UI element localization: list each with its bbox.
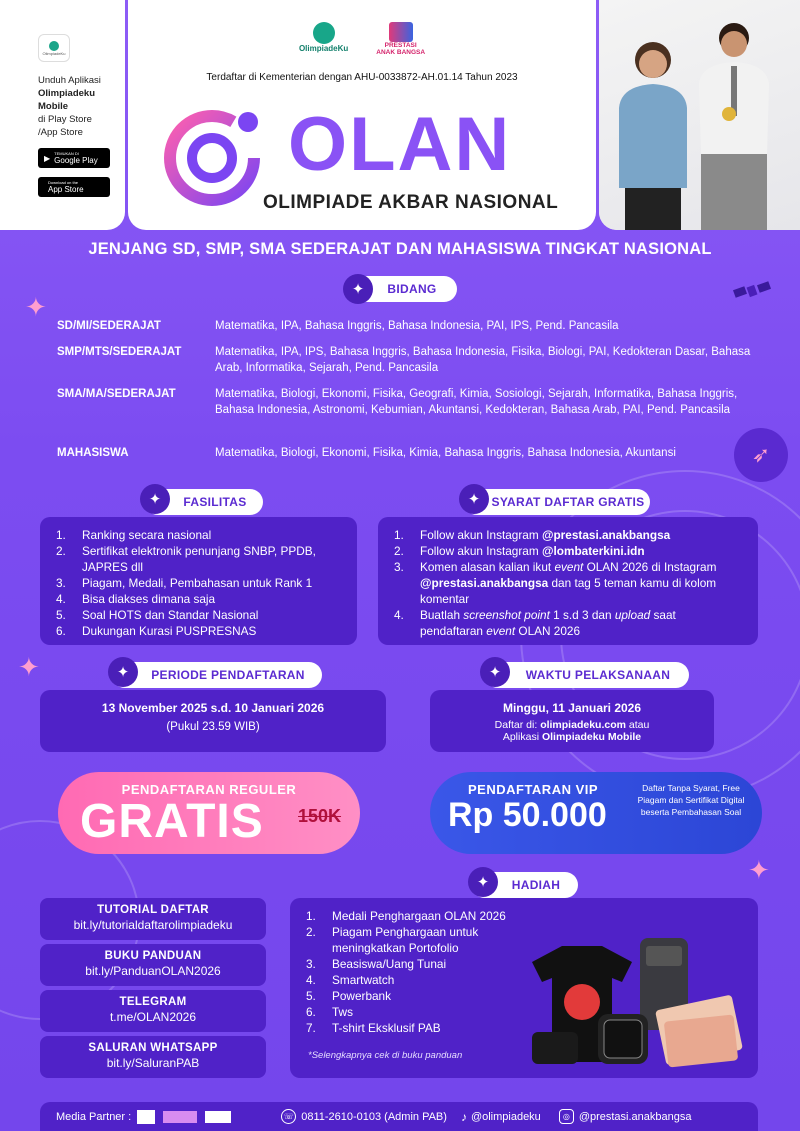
play-icon: ▶ xyxy=(44,153,51,163)
syarat-label: SYARAT DAFTAR GRATIS xyxy=(464,489,650,515)
list-item: 3. Beasiswa/Uang Tunai xyxy=(306,957,447,971)
sparkle-icon: ✦ xyxy=(140,484,170,514)
list-item: 4. Bisa diakses dimana saja xyxy=(56,592,216,606)
vip-card: PENDAFTARAN VIP Rp 50.000 Daftar Tanpa Syarat, Free Piagam dan Sertifikat Digital beserta Pembahasan Soal xyxy=(430,772,762,854)
rocket-icon: ➶ xyxy=(734,428,788,482)
teacher-figure xyxy=(611,28,691,230)
download-text: Unduh Aplikasi Olimpiadeku Mobile di Play Store /App Store xyxy=(38,75,101,138)
student-figure xyxy=(689,14,779,230)
bidang-row: SMA/MA/SEDERAJAT Matematika, Biologi, Ekonomi, Fisika, Geografi, Kimia, Sosiologi, Sejarah, Informatika, Bahasa Inggris, Bahasa Indonesia, Astronomi, Kebumian, Akuntansi, Kedokteran, Bahasa Arab, PAI, Pend. Pancasila xyxy=(57,388,738,416)
bidang-label: BIDANG xyxy=(345,276,457,302)
list-item: 2. Piagam Penghargaan untuk meningkatkan Portofolio xyxy=(306,925,479,955)
satellite-icon xyxy=(732,280,772,304)
whatsapp-icon: ☏ xyxy=(281,1109,296,1124)
list-item: 3. Piagam, Medali, Pembahasan untuk Rank 1 xyxy=(56,576,313,590)
waktu-box: Minggu, 11 Januari 2026 Daftar di: olimpiadeku.com atau Aplikasi Olimpiadeku Mobile xyxy=(430,690,714,752)
list-item: 6. Tws xyxy=(306,1005,353,1019)
bidang-row: SMP/MTS/SEDERAJAT Matematika, IPA, IPS, Bahasa Inggris, Bahasa Indonesia, Fisika, Biologi, PAI, Kedokteran Dasar, Bahasa Arab, Informatika, Sejarah, Pend. Pancasila xyxy=(57,346,751,374)
prizes-image xyxy=(522,922,750,1072)
footer: Media Partner : ☏ 0811-2610-0103 (Admin PAB) ♪ @olimpiadeku ◎ @prestasi.anakbangsa xyxy=(40,1102,758,1131)
app-logo: OlimpiadeKu xyxy=(38,34,70,62)
olan-subtitle: OLIMPIADE AKBAR NASIONAL xyxy=(263,192,559,213)
list-item: 7. T-shirt Eksklusif PAB xyxy=(306,1021,441,1035)
sparkle-icon: ✦ xyxy=(108,657,138,687)
olimpiadeku-logo: OlimpiadeKu xyxy=(299,22,348,56)
instagram-icon: ◎ xyxy=(559,1109,574,1124)
hadiah-label: HADIAH xyxy=(472,872,578,898)
sparkle-icon: ✦ xyxy=(25,292,47,322)
jenjang-heading: JENJANG SD, SMP, SMA SEDERAJAT DAN MAHASISWA TINGKAT NASIONAL xyxy=(88,240,712,258)
list-item: 3. Komen alasan kalian ikut event OLAN 2026 di Instagram @prestasi.anakbangsa dan tag 5 teman kamu di kolom komentar xyxy=(394,560,717,606)
periode-box: 13 November 2025 s.d. 10 Januari 2026 (Pukul 23.59 WIB) xyxy=(40,690,386,752)
periode-label: PERIODE PENDAFTARAN xyxy=(112,662,322,688)
sparkle-icon: ✦ xyxy=(343,274,373,304)
tutorial-link[interactable]: TUTORIAL DAFTAR bit.ly/tutorialdaftarolimpiadeku xyxy=(40,898,266,940)
list-item: 4. Smartwatch xyxy=(306,973,395,987)
olan-logo-icon xyxy=(160,100,270,210)
whatsapp-contact[interactable]: ☏ 0811-2610-0103 (Admin PAB) xyxy=(281,1109,447,1124)
tiktok-icon: ♪ xyxy=(460,1109,467,1124)
app-store-button[interactable]: Download on the App Store xyxy=(38,177,110,197)
hadiah-box xyxy=(290,898,758,1078)
list-item: 2. Follow akun Instagram @lombaterkini.idn xyxy=(394,544,645,558)
list-item: 1. Follow akun Instagram @prestasi.anakbangsa xyxy=(394,528,671,542)
fasilitas-box xyxy=(40,517,357,645)
telegram-link[interactable]: TELEGRAM t.me/OLAN2026 xyxy=(40,990,266,1032)
prestasi-anak-bangsa-logo: PRESTASI ANAK BANGSA xyxy=(376,22,425,56)
list-item: 2. Sertifikat elektronik penunjang SNBP, PPDB, JAPRES dll xyxy=(56,544,316,574)
sparkle-icon: ✦ xyxy=(18,652,40,682)
bidang-row: MAHASISWA Matematika, Biologi, Ekonomi, Fisika, Kimia, Bahasa Inggris, Bahasa Indonesia, Akuntansi xyxy=(57,447,676,459)
olan-title: OLAN xyxy=(288,102,512,187)
syarat-box xyxy=(378,517,758,645)
partner-logo xyxy=(205,1111,231,1123)
list-item: 5. Powerbank xyxy=(306,989,392,1003)
app-download-panel xyxy=(0,0,125,230)
instagram-contact[interactable]: ◎ @prestasi.anakbangsa xyxy=(559,1109,692,1124)
panduan-link[interactable]: BUKU PANDUAN bit.ly/PanduanOLAN2026 xyxy=(40,944,266,986)
sparkle-icon: ✦ xyxy=(468,867,498,897)
list-item: 1. Ranking secara nasional xyxy=(56,528,212,542)
hadiah-note: *Selengkapnya cek di buku panduan xyxy=(308,1050,463,1061)
list-item: 1. Medali Penghargaan OLAN 2026 xyxy=(306,909,506,923)
sparkle-icon: ✦ xyxy=(480,657,510,687)
sparkle-icon: ✦ xyxy=(748,855,770,885)
bidang-row: SD/MI/SEDERAJAT Matematika, IPA, Bahasa Inggris, Bahasa Indonesia, PAI, IPS, Pend. Pancasila xyxy=(57,320,619,332)
list-item: 4. Buatlah screenshot point 1 s.d 3 dan upload saat pendaftaran event OLAN 2026 xyxy=(394,608,676,638)
tiktok-contact[interactable]: ♪ @olimpiadeku xyxy=(460,1109,541,1124)
partner-logo xyxy=(137,1110,155,1124)
fasilitas-label: FASILITAS xyxy=(145,489,263,515)
whatsapp-link[interactable]: SALURAN WHATSAPP bit.ly/SaluranPAB xyxy=(40,1036,266,1078)
students-photo xyxy=(599,0,800,230)
partner-logo xyxy=(163,1111,197,1123)
sparkle-icon: ✦ xyxy=(459,484,489,514)
registration-text: Terdaftar di Kementerian dengan AHU-0033872-AH.01.14 Tahun 2023 xyxy=(206,72,518,83)
reguler-card: PENDAFTARAN REGULER GRATIS 150K xyxy=(58,772,360,854)
list-item: 5. Soal HOTS dan Standar Nasional xyxy=(56,608,259,622)
title-panel xyxy=(128,0,596,230)
waktu-label: WAKTU PELAKSANAAN xyxy=(485,662,689,688)
list-item: 6. Dukungan Kurasi PUSPRESNAS xyxy=(56,624,257,638)
google-play-button[interactable]: ▶ TEMUKAN DI Google Play xyxy=(38,148,110,168)
